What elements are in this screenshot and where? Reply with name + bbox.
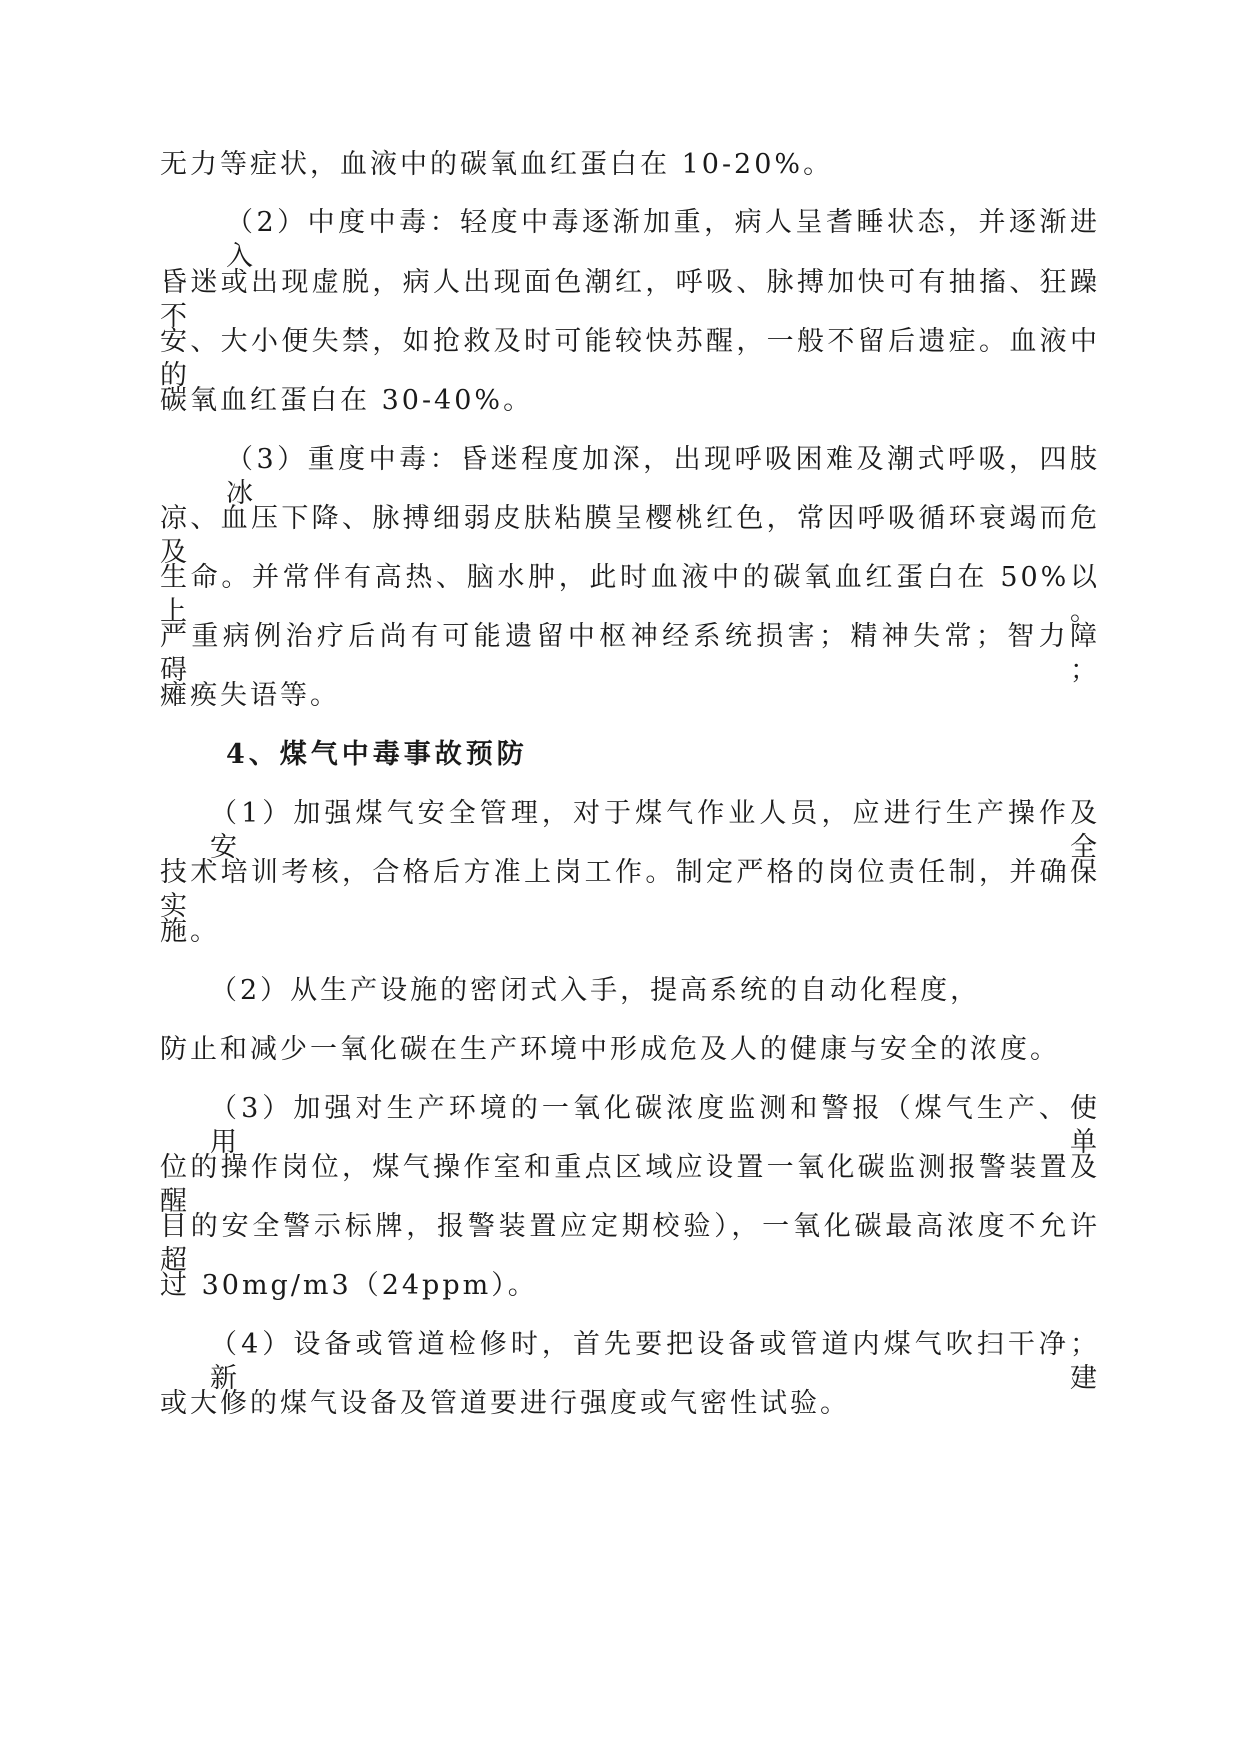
paragraph-line: （3）加强对生产环境的一氧化碳浓度监测和警报（煤气生产、使用单 xyxy=(210,1093,1100,1158)
paragraph-line: 施。 xyxy=(160,916,220,947)
paragraph-line: 凉、血压下降、脉搏细弱皮肤粘膜呈樱桃红色，常因呼吸循环衰竭而危及 xyxy=(160,503,1100,568)
paragraph-line: 严重病例治疗后尚有可能遗留中枢神经系统损害；精神失常；智力障碍； xyxy=(160,621,1100,686)
paragraph-line: 无力等症状，血液中的碳氧血红蛋白在 10-20%。 xyxy=(160,149,834,180)
paragraph-line: 瘫痪失语等。 xyxy=(160,680,340,711)
paragraph-line: （2）从生产设施的密闭式入手，提高系统的自动化程度， xyxy=(210,975,981,1006)
paragraph-line: 昏迷或出现虚脱，病人出现面色潮红，呼吸、脉搏加快可有抽搐、狂躁不 xyxy=(160,267,1100,332)
paragraph-line: 安、大小便失禁，如抢救及时可能较快苏醒，一般不留后遗症。血液中的 xyxy=(160,326,1100,391)
paragraph-line: 技术培训考核，合格后方准上岗工作。制定严格的岗位责任制，并确保实 xyxy=(160,857,1100,922)
section-heading: 4、煤气中毒事故预防 xyxy=(226,739,528,770)
paragraph-line: 或大修的煤气设备及管道要进行强度或气密性试验。 xyxy=(160,1388,850,1419)
paragraph-line: 目的安全警示标牌，报警装置应定期校验），一氧化碳最高浓度不允许超 xyxy=(160,1211,1100,1276)
paragraph-line: （4）设备或管道检修时，首先要把设备或管道内煤气吹扫干净；新建 xyxy=(210,1329,1100,1394)
paragraph-line: （1）加强煤气安全管理，对于煤气作业人员，应进行生产操作及安全 xyxy=(210,798,1100,863)
paragraph-line: 位的操作岗位，煤气操作室和重点区域应设置一氧化碳监测报警装置及醒 xyxy=(160,1152,1100,1217)
paragraph-line: 防止和减少一氧化碳在生产环境中形成危及人的健康与安全的浓度。 xyxy=(160,1034,1060,1065)
paragraph-line: 碳氧血红蛋白在 30-40%。 xyxy=(160,385,534,416)
paragraph-line: 过 30mg/m3（24ppm）。 xyxy=(160,1270,538,1301)
paragraph-line: （3）重度中毒：昏迷程度加深，出现呼吸困难及潮式呼吸，四肢冰 xyxy=(226,444,1100,509)
paragraph-line: （2）中度中毒：轻度中毒逐渐加重，病人呈耆睡状态，并逐渐进入 xyxy=(226,207,1100,272)
paragraph-line: 生命。并常伴有高热、脑水肿，此时血液中的碳氧血红蛋白在 50%以上。 xyxy=(160,562,1100,627)
